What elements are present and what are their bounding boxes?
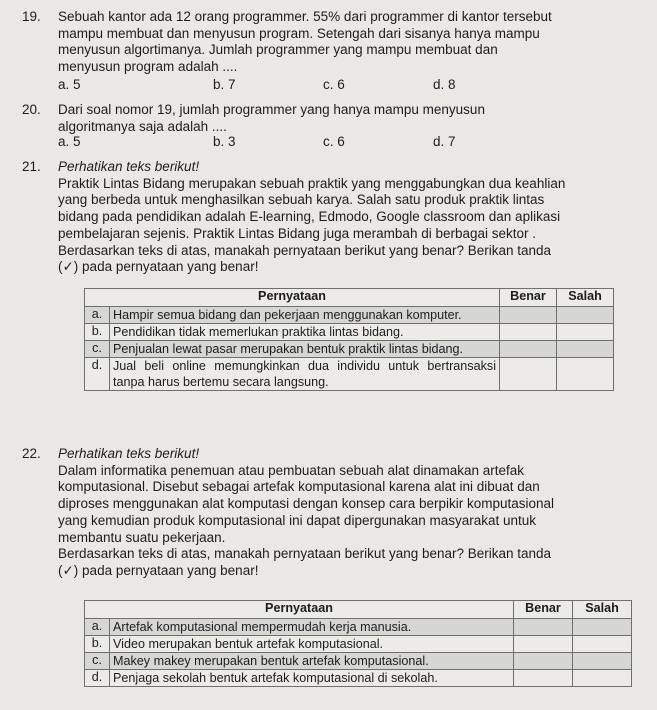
paragraph-line: Praktik Lintas Bidang merupakan sebuah praktik yang menggabungkan dua keahlian xyxy=(58,175,566,191)
salah-cell[interactable] xyxy=(557,324,614,341)
option-c[interactable]: c. 6 xyxy=(323,77,345,92)
statement-table xyxy=(84,288,614,391)
table-row xyxy=(85,324,614,341)
question-text xyxy=(58,9,631,76)
row-letter: c. xyxy=(85,341,110,358)
table-row xyxy=(85,653,632,670)
benar-cell[interactable] xyxy=(514,670,573,687)
row-letter: b. xyxy=(85,324,110,341)
question-line: algoritmanya saja adalah .... xyxy=(58,118,227,134)
benar-cell[interactable] xyxy=(514,619,573,636)
paragraph-line: komputasional. Disebut sebagai artefak komputasional karena alat ini dibuat dan xyxy=(58,479,540,495)
question-line: mampu membuat dan menyusun program. Setengah dari sisanya hanya mampu xyxy=(58,25,540,41)
paragraph-line: membantu suatu pekerjaan. xyxy=(58,529,226,545)
header-benar: Benar xyxy=(500,289,557,307)
table-row xyxy=(85,358,614,391)
table-row xyxy=(85,341,614,358)
paragraph-line: Berdasarkan teks di atas, manakah pernyataan berikut yang benar? Berikan tanda xyxy=(58,242,552,258)
table-header-row xyxy=(85,601,632,619)
option-b[interactable]: b. 7 xyxy=(213,77,236,92)
question-number: 21. xyxy=(22,159,41,174)
benar-cell[interactable] xyxy=(500,358,557,391)
salah-cell[interactable] xyxy=(557,358,614,391)
question-number: 19. xyxy=(22,9,41,24)
row-statement: Makey makey merupakan bentuk artefak komputasional. xyxy=(110,653,514,670)
table-header-row xyxy=(85,289,614,307)
row-statement: Artefak komputasional mempermudah kerja manusia. xyxy=(110,619,514,636)
question-text xyxy=(58,446,631,580)
salah-cell[interactable] xyxy=(573,636,632,653)
paragraph-line: diproses menggunakan alat komputasi dengan konsep cara berpikir komputasional xyxy=(58,496,555,512)
option-a[interactable]: a. 5 xyxy=(58,77,81,92)
row-letter: a. xyxy=(85,619,110,636)
salah-cell[interactable] xyxy=(573,653,632,670)
table-row xyxy=(85,307,614,324)
question-heading: Perhatikan teks berikut! xyxy=(58,446,200,461)
option-b[interactable]: b. 3 xyxy=(213,134,236,149)
question-line: Sebuah kantor ada 12 orang programmer. 55% dari programmer di kantor tersebut xyxy=(58,9,552,24)
table-row xyxy=(85,619,632,636)
salah-cell[interactable] xyxy=(557,307,614,324)
question-number: 22. xyxy=(22,446,41,461)
row-letter: a. xyxy=(85,307,110,324)
benar-cell[interactable] xyxy=(500,341,557,358)
salah-cell[interactable] xyxy=(557,341,614,358)
benar-cell[interactable] xyxy=(514,636,573,653)
question-number: 20. xyxy=(22,102,41,117)
question-line: menyusun algortimanya. Jumlah programmer yang mampu membuat dan xyxy=(58,42,498,58)
row-letter: d. xyxy=(85,358,110,391)
paragraph-line: yang berbeda untuk menghasilkan sebuah karya. Salah satu produk praktik lintas xyxy=(58,192,545,208)
option-c[interactable]: c. 6 xyxy=(323,134,345,149)
row-statement: Hampir semua bidang dan pekerjaan menggunakan komputer. xyxy=(110,307,500,324)
paragraph-line: yang kemudian produk komputasional ini dapat dipergunakan masyarakat untuk xyxy=(58,512,537,528)
question-line: menyusun program adalah .... xyxy=(58,59,238,75)
header-benar: Benar xyxy=(514,601,573,619)
salah-cell[interactable] xyxy=(573,619,632,636)
row-letter: d. xyxy=(85,670,110,687)
table-row xyxy=(85,636,632,653)
row-statement: Pendidikan tidak memerlukan praktika lintas bidang. xyxy=(110,324,500,341)
paragraph-line: bidang pada pendidikan adalah E-learning, Edmodo, Google classroom dan aplikasi xyxy=(58,209,561,225)
question-heading: Perhatikan teks berikut! xyxy=(58,159,200,174)
paragraph-line: Berdasarkan teks di atas, manakah pernyataan berikut yang benar? Berikan tanda xyxy=(58,546,552,562)
benar-cell[interactable] xyxy=(500,324,557,341)
option-d[interactable]: d. 8 xyxy=(433,77,456,92)
paragraph-line: pembelajaran sejenis. Praktik Lintas Bidang juga merambah di berbagai sektor . xyxy=(58,225,537,241)
option-d[interactable]: d. 7 xyxy=(433,134,456,149)
question-line: Dari soal nomor 19, jumlah programmer yang hanya mampu menyusun xyxy=(58,102,485,117)
header-salah: Salah xyxy=(557,289,614,307)
row-statement: Jual beli online memungkinkan dua individu untuk bertransaksi tanpa harus bertemu secara langsung. xyxy=(110,358,500,391)
header-pernyataan: Pernyataan xyxy=(85,289,500,307)
instruction: (✓) pada pernyataan yang benar! xyxy=(58,259,259,275)
benar-cell[interactable] xyxy=(500,307,557,324)
row-statement: Video merupakan bentuk artefak komputasional. xyxy=(110,636,514,653)
answer-options xyxy=(58,134,631,151)
salah-cell[interactable] xyxy=(573,670,632,687)
row-letter: b. xyxy=(85,636,110,653)
answer-options xyxy=(58,77,631,94)
option-a[interactable]: a. 5 xyxy=(58,134,81,149)
row-letter: c. xyxy=(85,653,110,670)
row-statement: Penjaga sekolah bentuk artefak komputasional di sekolah. xyxy=(110,670,514,687)
paragraph-line: Dalam informatika penemuan atau pembuatan sebuah alat dinamakan artefak xyxy=(58,462,525,478)
benar-cell[interactable] xyxy=(514,653,573,670)
table-row xyxy=(85,670,632,687)
question-text xyxy=(58,102,631,135)
row-statement: Penjualan lewat pasar merupakan bentuk praktik lintas bidang. xyxy=(110,341,500,358)
header-pernyataan: Pernyataan xyxy=(85,601,514,619)
instruction: (✓) pada pernyataan yang benar! xyxy=(58,562,259,578)
question-text xyxy=(58,159,631,276)
header-salah: Salah xyxy=(573,601,632,619)
statement-table xyxy=(84,600,632,687)
